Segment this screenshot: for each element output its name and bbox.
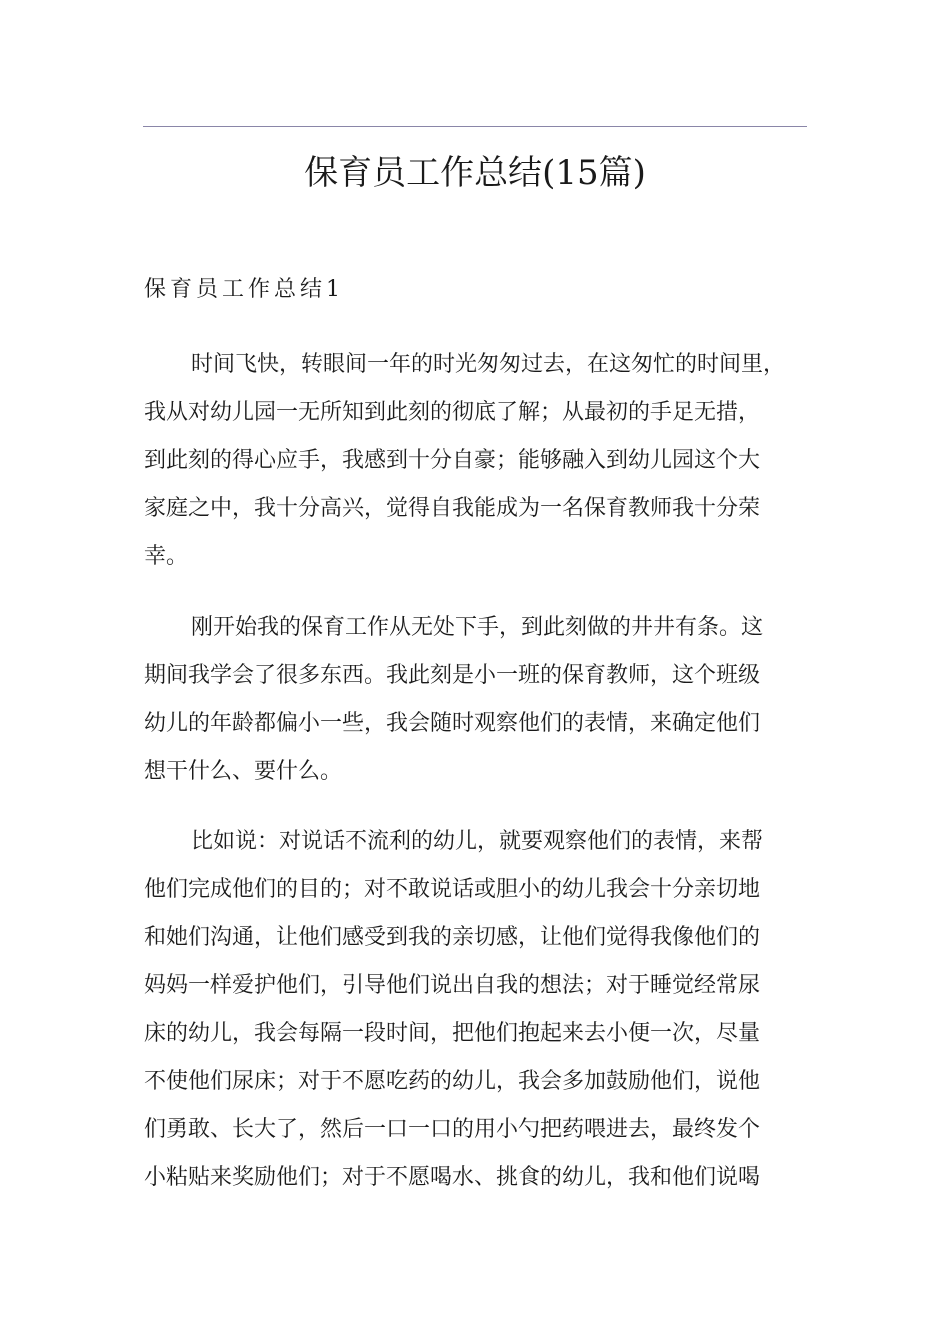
paragraph-line: 他们完成他们的目的；对不敢说话或胆小的幼儿我会十分亲切地 (144, 877, 761, 902)
paragraph-line: 时间飞快，转眼间一年的时光匆匆过去，在这匆忙的时间里， (191, 352, 786, 377)
paragraph-line: 我从对幼儿园一无所知到此刻的彻底了解；从最初的手足无措， (144, 400, 761, 425)
paragraph-2 (144, 604, 808, 796)
paragraph-line: 小粘贴来奖励他们；对于不愿喝水、挑食的幼儿，我和他们说喝 (144, 1165, 761, 1190)
paragraph-line: 们勇敢、长大了，然后一口一口的用小勺把药喂进去，最终发个 (144, 1117, 761, 1142)
paragraph-line: 床的幼儿，我会每隔一段时间，把他们抱起来去小便一次，尽量 (144, 1021, 761, 1046)
paragraph-line: 比如说：对说话不流利的幼儿，就要观察他们的表情，来帮 (191, 829, 764, 854)
paragraph-line: 幸。 (144, 544, 189, 569)
paragraph-line: 和她们沟通，让他们感受到我的亲切感，让他们觉得我像他们的 (144, 925, 761, 950)
header-rule (143, 126, 807, 127)
paragraph-line: 幼儿的年龄都偏小一些，我会随时观察他们的表情，来确定他们 (144, 711, 761, 736)
document-title: 保育员工作总结(15篇) (304, 153, 646, 193)
paragraph-line: 刚开始我的保育工作从无处下手，到此刻做的井井有条。这 (191, 615, 764, 640)
paragraph-3 (144, 818, 808, 1202)
paragraph-line: 期间我学会了很多东西。我此刻是小一班的保育教师，这个班级 (144, 663, 761, 688)
paragraph-line: 想干什么、要什么。 (144, 759, 343, 784)
paragraph-line: 家庭之中，我十分高兴，觉得自我能成为一名保育教师我十分荣 (144, 496, 761, 521)
section-heading: 保育员工作总结1 (144, 277, 344, 302)
paragraph-line: 妈妈一样爱护他们，引导他们说出自我的想法；对于睡觉经常尿 (144, 973, 761, 998)
paragraph-line: 不使他们尿床；对于不愿吃药的幼儿，我会多加鼓励他们，说他 (144, 1069, 761, 1094)
paragraph-1 (144, 341, 808, 581)
paragraph-line: 到此刻的得心应手，我感到十分自豪；能够融入到幼儿园这个大 (144, 448, 761, 473)
